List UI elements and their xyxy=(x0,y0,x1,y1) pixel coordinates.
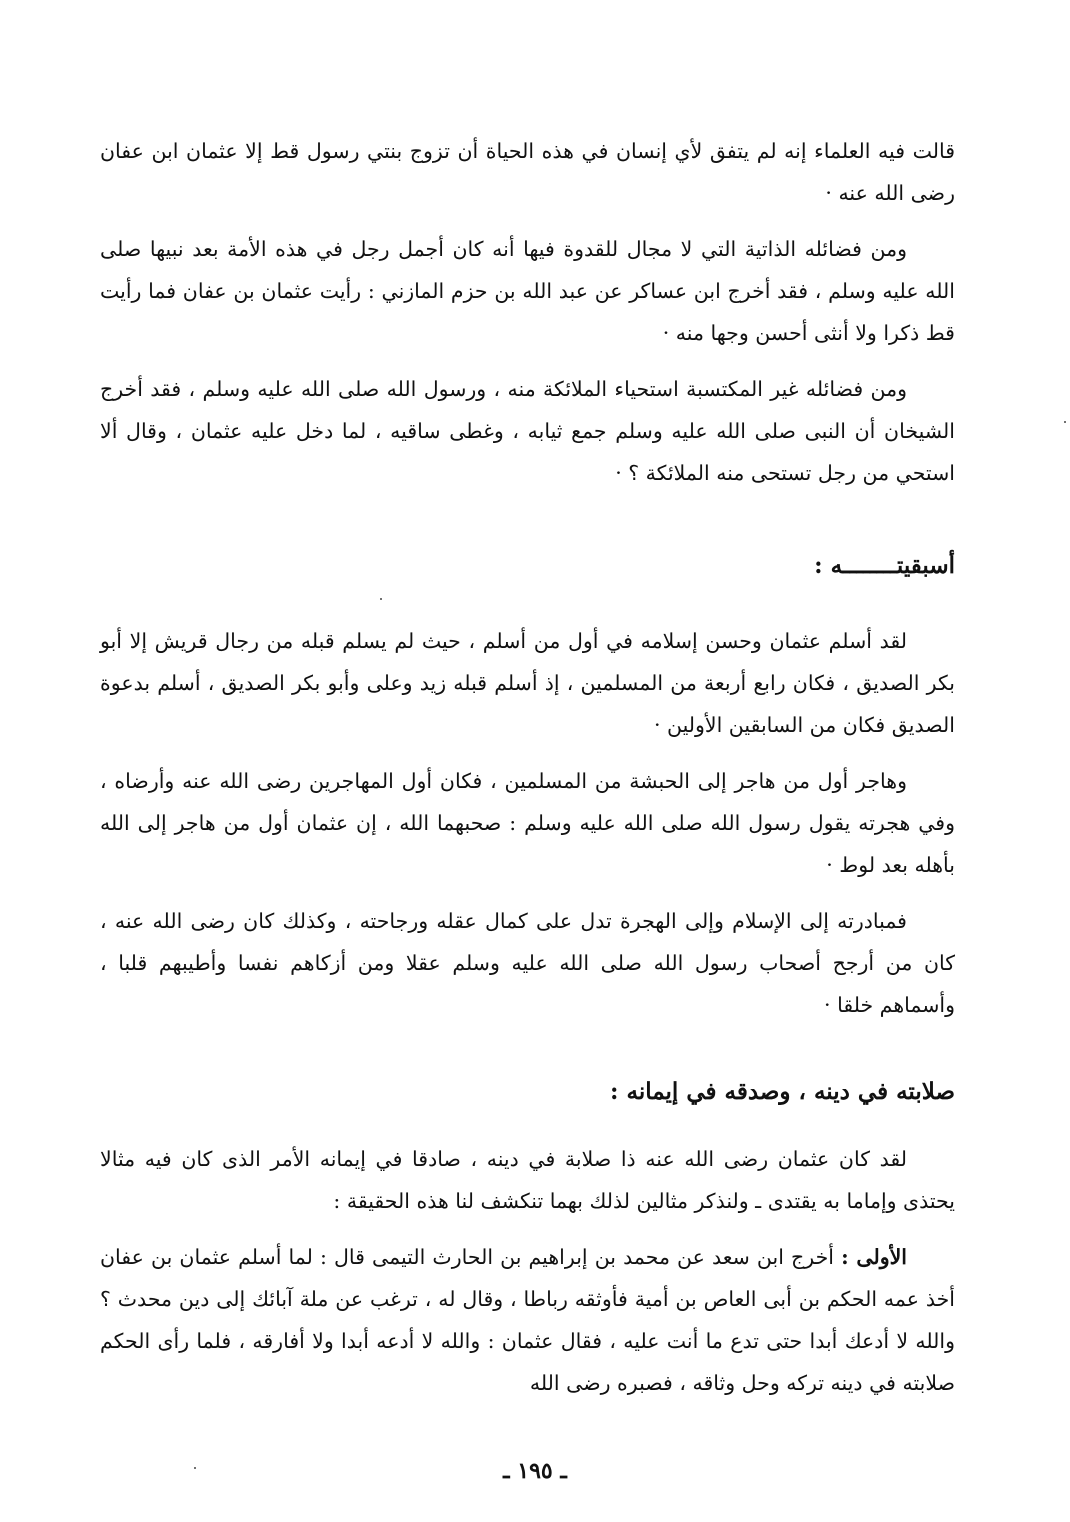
section-heading-steadfastness: صلابته في دينه ، وصدقه في إيمانه : xyxy=(610,1078,955,1105)
scan-speck xyxy=(194,1467,196,1469)
scan-speck xyxy=(1064,421,1066,423)
paragraph-8 xyxy=(100,1236,955,1404)
section-precedence-body xyxy=(100,620,955,1040)
text-block-top xyxy=(100,130,955,508)
paragraph-5: وهاجر أول من هاجر إلى الحبشة من المسلمين ، فكان أول المهاجرين رضى الله عنه وأرضاه ، وفي هجرته يقول رسول الله صلى الله عليه وسلم : صحبهما الله ، إن عثمان أول من هاجر إلى الله بأهله بعد لوط · xyxy=(100,769,955,877)
page-number: ـ ١٩٥ ـ xyxy=(503,1458,567,1484)
section-steadfastness xyxy=(100,1072,955,1112)
paragraph-8-body: أخرج ابن سعد عن محمد بن إبراهيم بن الحارث التيمى قال : لما أسلم عثمان بن عفان أخذ عمه الحكم بن أبى العاص بن أمية فأوثقه رباطا ، وقال له ، ترغب عن ملة آبائك إلى دين محدث ؟ والله لا أدعك أبدا حتى تدع ما أنت عليه ، فقال عثمان : والله لا أدعه أبدا ولا أفارقه ، فلما رأى الحكم صلابته في دينه تركه وحل وثاقه ، فصبره رضى الله xyxy=(100,1245,955,1395)
section-steadfastness-body xyxy=(100,1138,955,1418)
paragraph-3: ومن فضائله غير المكتسبة استحياء الملائكة منه ، ورسول الله صلى الله عليه وسلم ، فقد أخرج الشيخان أن النبى صلى الله عليه وسلم جمع ثيابه ، وغطى ساقيه ، لما دخل عليه عثمان ، وقال ألا استحي من رجل تستحى منه الملائكة ؟ · xyxy=(100,377,955,485)
paragraph-7: لقد كان عثمان رضى الله عنه ذا صلابة في دينه ، صادقا في إيمانه الأمر الذى كان فيه مثالا يحتذى وإماما به يقتدى ـ ولنذكر مثالين لذلك بهما تنكشف لنا هذه الحقيقة : xyxy=(100,1147,955,1213)
section-heading-precedence: أسبقيتــــــــه : xyxy=(814,552,955,579)
paragraph-6: فمبادرته إلى الإسلام وإلى الهجرة تدل على كمال عقله ورجاحته ، وكذلك كان رضى الله عنه ، كان من أرجح أصحاب رسول الله صلى الله عليه وسلم عقلا ومن أزكاهم نفسا وأطيبهم قلبا ، وأسماهم خلقا · xyxy=(100,909,955,1017)
paragraph-4: لقد أسلم عثمان وحسن إسلامه في أول من أسلم ، حيث لم يسلم قبله من رجال قريش إلا أبو بكر الصديق ، فكان رابع أربعة من المسلمين ، إذ أسلم قبله زيد وعلى وأبو بكر الصديق ، أسلم بدعوة الصديق فكان من السابقين الأولين · xyxy=(100,629,955,737)
paragraph-8-lead: الأولى : xyxy=(841,1245,907,1269)
scan-speck xyxy=(380,598,382,600)
paragraph-1: قالت فيه العلماء إنه لم يتفق لأي إنسان في هذه الحياة أن تزوج بنتي رسول قط إلا عثمان ابن عفان رضى الله عنه · xyxy=(100,139,955,205)
section-precedence xyxy=(100,546,955,586)
paragraph-2: ومن فضائله الذاتية التي لا مجال للقدوة فيها أنه كان أجمل رجل في هذه الأمة بعد نبيها صلى الله عليه وسلم ، فقد أخرج ابن عساكر عن عبد الله بن حزم المازني : رأيت عثمان بن عفان فما رأيت قط ذكرا ولا أنثى أحسن وجها منه · xyxy=(100,237,955,345)
